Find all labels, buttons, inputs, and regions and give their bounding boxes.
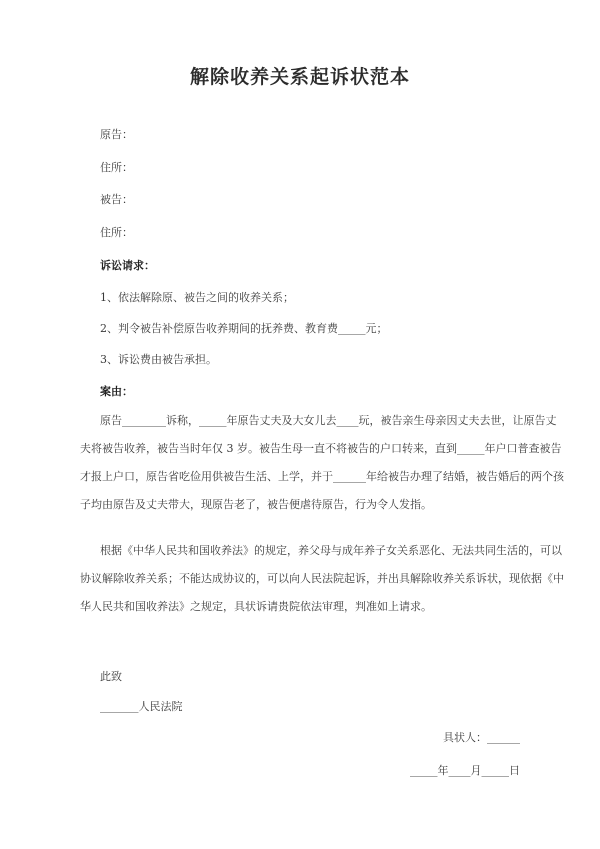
- paragraph-line: 根据《中华人民共和国收养法》的规定，养父母与成年养子女关系恶化、无法共同生活的，可以: [100, 544, 562, 557]
- defendant-address-label: 住所：: [100, 226, 133, 239]
- paragraph-line: 协议解除收养关系；不能达成协议的，可以向人民法院起诉，并出具解除收养关系诉状，现依据《中: [80, 572, 564, 585]
- paragraph-line: 子均由原告及丈夫带大，现原告老了，被告便虐待原告，行为令人发指。: [80, 498, 432, 511]
- defendant-label: 被告：: [100, 193, 133, 206]
- court-name: _______人民法院: [100, 700, 183, 713]
- plaintiff-label: 原告：: [100, 128, 133, 141]
- closing-salutation: 此致: [100, 670, 122, 683]
- signer-line: 具状人：______: [443, 731, 520, 744]
- claim-item: 1、依法解除原、被告之间的收养关系；: [100, 291, 294, 304]
- plaintiff-address-label: 住所：: [100, 161, 133, 174]
- reasons-paragraph-1: [80, 407, 564, 519]
- document-title: 解除收养关系起诉状范本: [189, 66, 410, 88]
- claims-heading: 诉讼请求：: [100, 259, 155, 272]
- reasons-paragraph-2: [80, 537, 564, 621]
- paragraph-line: 华人民共和国收养法》之规定，具状诉请贵院依法审理，判准如上请求。: [80, 600, 432, 613]
- claim-item: 2、判令被告补偿原告收养期间的抚养费、教育费_____元；: [100, 322, 388, 335]
- claim-item: 3、诉讼费由被告承担。: [100, 353, 217, 366]
- paragraph-line: 夫将被告收养，被告当时年仅 3 岁。被告生母一直不将被告的户口转来，直到_____年户口普查被告: [80, 442, 562, 455]
- paragraph-line: 原告________诉称，_____年原告丈夫及大女儿去____玩，被告亲生母亲因丈夫去世，让原告丈: [100, 414, 557, 427]
- date-line: _____年____月_____日: [410, 764, 520, 777]
- paragraph-line: 才报上户口，原告省吃俭用供被告生活、上学，并于______年给被告办理了结婚，被告婚后的两个孩: [80, 470, 564, 483]
- reasons-heading: 案由：: [100, 385, 133, 398]
